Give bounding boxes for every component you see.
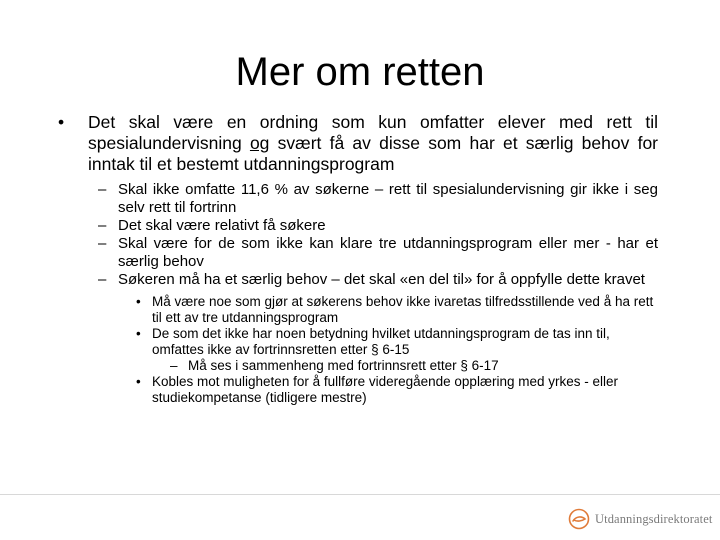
- bullet-level2: – Skal ikke omfatte 11,6 % av søkerne – rett til spesialundervisning gir ikke i seg selv rett til fortrinn: [58, 181, 658, 217]
- slide-title: Mer om retten: [235, 50, 485, 94]
- bullet-level3: • Kobles mot muligheten for å fullføre videregående opplæring med yrkes - eller studiekompetanse (tidligere mestre): [58, 374, 658, 406]
- logo-text: Utdanningsdirektoratet: [595, 511, 713, 526]
- slide-content: [58, 112, 658, 406]
- bullet-level2: – Det skal være relativt få søkere: [58, 217, 658, 235]
- bullet-level2: – Søkeren må ha et særlig behov – det skal «en del til» for å oppfylle dette kravet: [58, 271, 658, 289]
- bullet-level3: • De som det ikke har noen betydning hvilket utdanningsprogram de tas inn til, omfattes ikke av fortrinnsretten etter § 6-15: [58, 326, 658, 358]
- bullet-level3: • Må være noe som gjør at søkerens behov ikke ivaretas tilfredsstillende ved å ha rett til ett av tre utdanningsprogram: [58, 294, 658, 326]
- bullet-level1-text-a: Det skal være en ordning som kun omfatter elever med rett til spesialundervisning: [88, 112, 658, 153]
- footer-divider: [0, 494, 720, 495]
- bullet-level1: [58, 112, 658, 175]
- bullet-level1-text-b: svært få av disse som har et særlig behov for inntak til et bestemt utdanningsprogram: [88, 133, 658, 174]
- footer-logo: [568, 507, 712, 531]
- bullet-level4: – Må ses i sammenheng med fortrinnsrett etter § 6-17: [58, 358, 658, 374]
- bullet-level2: – Skal være for de som ikke kan klare tre utdanningsprogram eller mer - har et særlig behov: [58, 235, 658, 271]
- utdanningsdirektoratet-logo-icon: [568, 508, 590, 530]
- bullet-level1-underlined: og: [249, 133, 270, 153]
